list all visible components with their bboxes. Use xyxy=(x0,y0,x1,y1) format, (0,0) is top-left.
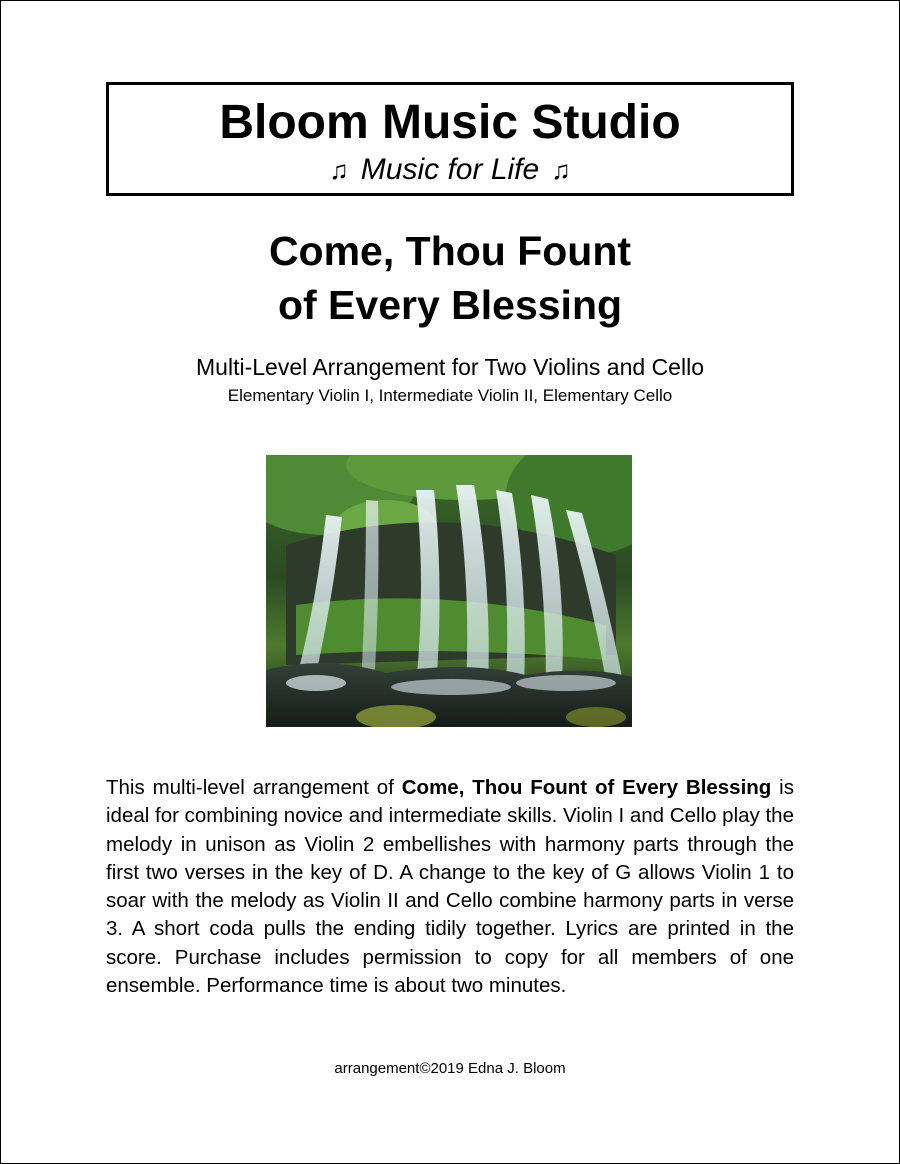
title-line-2: of Every Blessing xyxy=(277,282,623,328)
instrument-levels: Elementary Violin I, Intermediate Violin II, Elementary Cello xyxy=(227,386,673,405)
music-note-icon: ♫ xyxy=(329,155,349,185)
title-line-1: Come, Thou Fount xyxy=(268,228,632,274)
description-paragraph xyxy=(106,774,794,1000)
description-intro: This multi-level arrangement of xyxy=(106,776,402,799)
studio-header-box xyxy=(106,82,794,196)
tagline: Music for Life xyxy=(360,153,540,186)
description-body: is ideal for combining novice and intermediate skills. Violin I and Cello play the melody in unison as Violin 2 embellishes with harmony parts through the first two verses in the key of D. A change to the key of G allows Violin 1 to soar with the melody as Violin II and Cello combine harmony parts in verse 3. A short coda pulls the ending tidily together. Lyrics are printed in the score. Purchase includes permission to copy for all members of one ensemble. Performance time is about two minutes. xyxy=(106,776,794,998)
tagline-row xyxy=(109,153,791,187)
subtitle: Multi-Level Arrangement for Two Violins and Cello xyxy=(196,354,704,380)
waterfall-photo xyxy=(266,455,632,727)
music-note-icon: ♫ xyxy=(551,155,571,185)
page-title xyxy=(0,224,900,332)
copyright-notice: arrangement©2019 Edna J. Bloom xyxy=(334,1060,566,1077)
studio-name: Bloom Music Studio xyxy=(219,96,681,149)
description-piece-title: Come, Thou Fount of Every Blessing xyxy=(401,776,772,799)
